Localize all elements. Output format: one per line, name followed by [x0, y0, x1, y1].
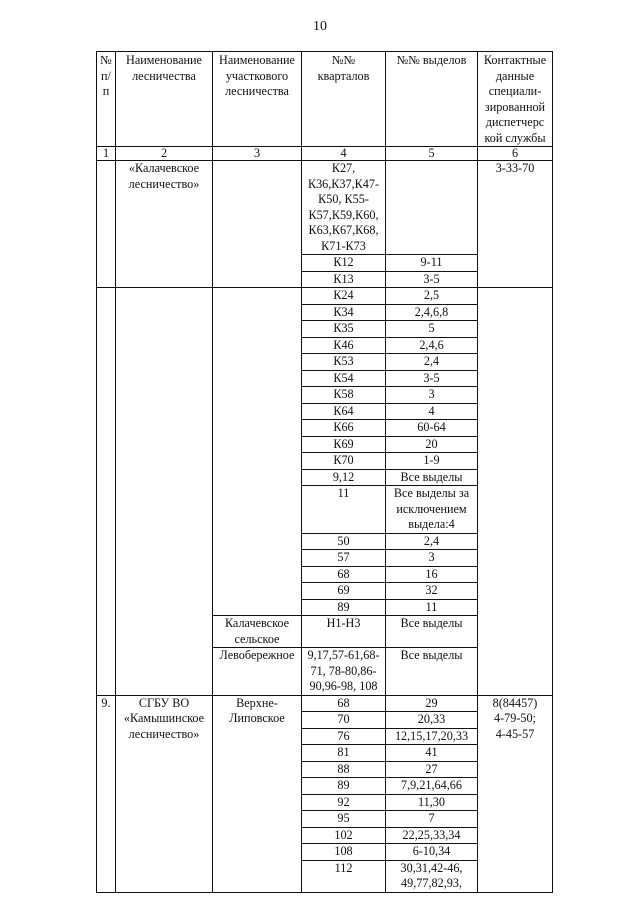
- vydel-cell: Все выделы: [386, 469, 478, 486]
- column-number: 6: [478, 147, 553, 161]
- quarter-cell: 92: [302, 794, 386, 811]
- forestry-table: [96, 51, 553, 893]
- forestry-cell: [116, 288, 213, 696]
- forestry-table-body: [97, 52, 553, 893]
- quarter-cell: 95: [302, 811, 386, 828]
- vydel-cell: 1-9: [386, 453, 478, 470]
- quarter-cell: 69: [302, 583, 386, 600]
- vydel-cell: 5: [386, 321, 478, 338]
- district-cell: [213, 161, 302, 288]
- quarter-cell: 50: [302, 533, 386, 550]
- quarter-cell: К27, К36,К37,К47- К50, К55- К57,К59,К60, К63,К67,К68, К71-К73: [302, 161, 386, 255]
- quarter-cell: 81: [302, 745, 386, 762]
- district-name: Верхне- Липовское: [213, 695, 302, 892]
- quarter-cell: 89: [302, 599, 386, 616]
- quarter-cell: 102: [302, 827, 386, 844]
- vydel-cell: 32: [386, 583, 478, 600]
- vydel-cell: 2,4: [386, 533, 478, 550]
- district-name: Калачевское сельское: [213, 616, 302, 648]
- vydel-cell: 9-11: [386, 255, 478, 272]
- table-row: [97, 695, 553, 712]
- vydel-cell: 29: [386, 695, 478, 712]
- quarter-cell: 89: [302, 778, 386, 795]
- table-row: [97, 161, 553, 255]
- vydel-cell: 2,4: [386, 354, 478, 371]
- quarter-cell: К53: [302, 354, 386, 371]
- quarter-cell: 88: [302, 761, 386, 778]
- forestry-name: «Калачевское лесничество»: [116, 161, 213, 288]
- row-number-cell: [97, 288, 116, 696]
- header-forestry: Наименование лесничества: [116, 52, 213, 147]
- quarter-cell: К66: [302, 420, 386, 437]
- quarter-cell: 76: [302, 728, 386, 745]
- vydel-cell: 7,9,21,64,66: [386, 778, 478, 795]
- column-number: 3: [213, 147, 302, 161]
- vydel-cell: 3-5: [386, 370, 478, 387]
- contact-cell: [478, 288, 553, 696]
- table-header-row: [97, 52, 553, 147]
- header-quarters: №№ кварталов: [302, 52, 386, 147]
- quarter-cell: К58: [302, 387, 386, 404]
- vydel-cell: 2,4,6: [386, 337, 478, 354]
- quarter-cell: К70: [302, 453, 386, 470]
- vydel-cell: 2,5: [386, 288, 478, 305]
- quarter-cell: 68: [302, 566, 386, 583]
- contact-cell: 8(84457) 4-79-50; 4-45-57: [478, 695, 553, 892]
- vydel-cell: 3: [386, 550, 478, 567]
- table-row: [97, 288, 553, 305]
- column-number: 4: [302, 147, 386, 161]
- quarter-cell: 108: [302, 844, 386, 861]
- header-contact: Контактные данные специали- зированной диспетчерс кой службы: [478, 52, 553, 147]
- vydel-cell: 12,15,17,20,33: [386, 728, 478, 745]
- quarter-cell: К13: [302, 271, 386, 288]
- vydel-cell: 6-10,34: [386, 844, 478, 861]
- vydel-cell: 11,30: [386, 794, 478, 811]
- vydel-cell: 20,33: [386, 712, 478, 729]
- vydel-cell: 41: [386, 745, 478, 762]
- column-number: 2: [116, 147, 213, 161]
- column-number: 5: [386, 147, 478, 161]
- quarter-cell: К54: [302, 370, 386, 387]
- header-number: № п/п: [97, 52, 116, 147]
- quarter-cell: К24: [302, 288, 386, 305]
- vydel-cell: 22,25,33,34: [386, 827, 478, 844]
- vydel-cell: 3: [386, 387, 478, 404]
- quarter-cell: 70: [302, 712, 386, 729]
- column-number: 1: [97, 147, 116, 161]
- vydel-cell: [386, 161, 478, 255]
- vydel-cell: 4: [386, 403, 478, 420]
- quarter-cell: К64: [302, 403, 386, 420]
- vydel-cell: 20: [386, 436, 478, 453]
- quarter-cell: 9,17,57-61,68- 71, 78-80,86- 90,96-98, 108: [302, 648, 386, 696]
- row-number-cell: [97, 161, 116, 288]
- quarter-cell: К35: [302, 321, 386, 338]
- quarter-cell: 11: [302, 486, 386, 534]
- quarter-cell: К46: [302, 337, 386, 354]
- vydel-cell: 16: [386, 566, 478, 583]
- vydel-cell: Все выделы: [386, 616, 478, 648]
- quarter-cell: К34: [302, 304, 386, 321]
- quarter-cell: 112: [302, 860, 386, 892]
- quarter-cell: К12: [302, 255, 386, 272]
- quarter-cell: К69: [302, 436, 386, 453]
- quarter-cell: 9,12: [302, 469, 386, 486]
- quarter-cell: 68: [302, 695, 386, 712]
- vydel-cell: Все выделы: [386, 648, 478, 696]
- page-number: 10: [313, 19, 327, 34]
- vydel-cell: 27: [386, 761, 478, 778]
- district-name: Левобережное: [213, 648, 302, 696]
- column-numbers-row: [97, 147, 553, 161]
- row-number: 9.: [97, 695, 116, 892]
- vydel-cell: 60-64: [386, 420, 478, 437]
- vydel-cell: 30,31,42-46, 49,77,82,93,: [386, 860, 478, 892]
- forestry-name: СГБУ ВО «Камышинское лесничество»: [116, 695, 213, 892]
- header-district-forestry: Наименование участкового лесничества: [213, 52, 302, 147]
- quarter-cell: Н1-Н3: [302, 616, 386, 648]
- vydel-cell: Все выделы за исключением выдела:4: [386, 486, 478, 534]
- header-vydels: №№ выделов: [386, 52, 478, 147]
- vydel-cell: 7: [386, 811, 478, 828]
- vydel-cell: 2,4,6,8: [386, 304, 478, 321]
- vydel-cell: 3-5: [386, 271, 478, 288]
- vydel-cell: 11: [386, 599, 478, 616]
- quarter-cell: 57: [302, 550, 386, 567]
- district-cell: [213, 288, 302, 616]
- contact-cell: 3-33-70: [478, 161, 553, 288]
